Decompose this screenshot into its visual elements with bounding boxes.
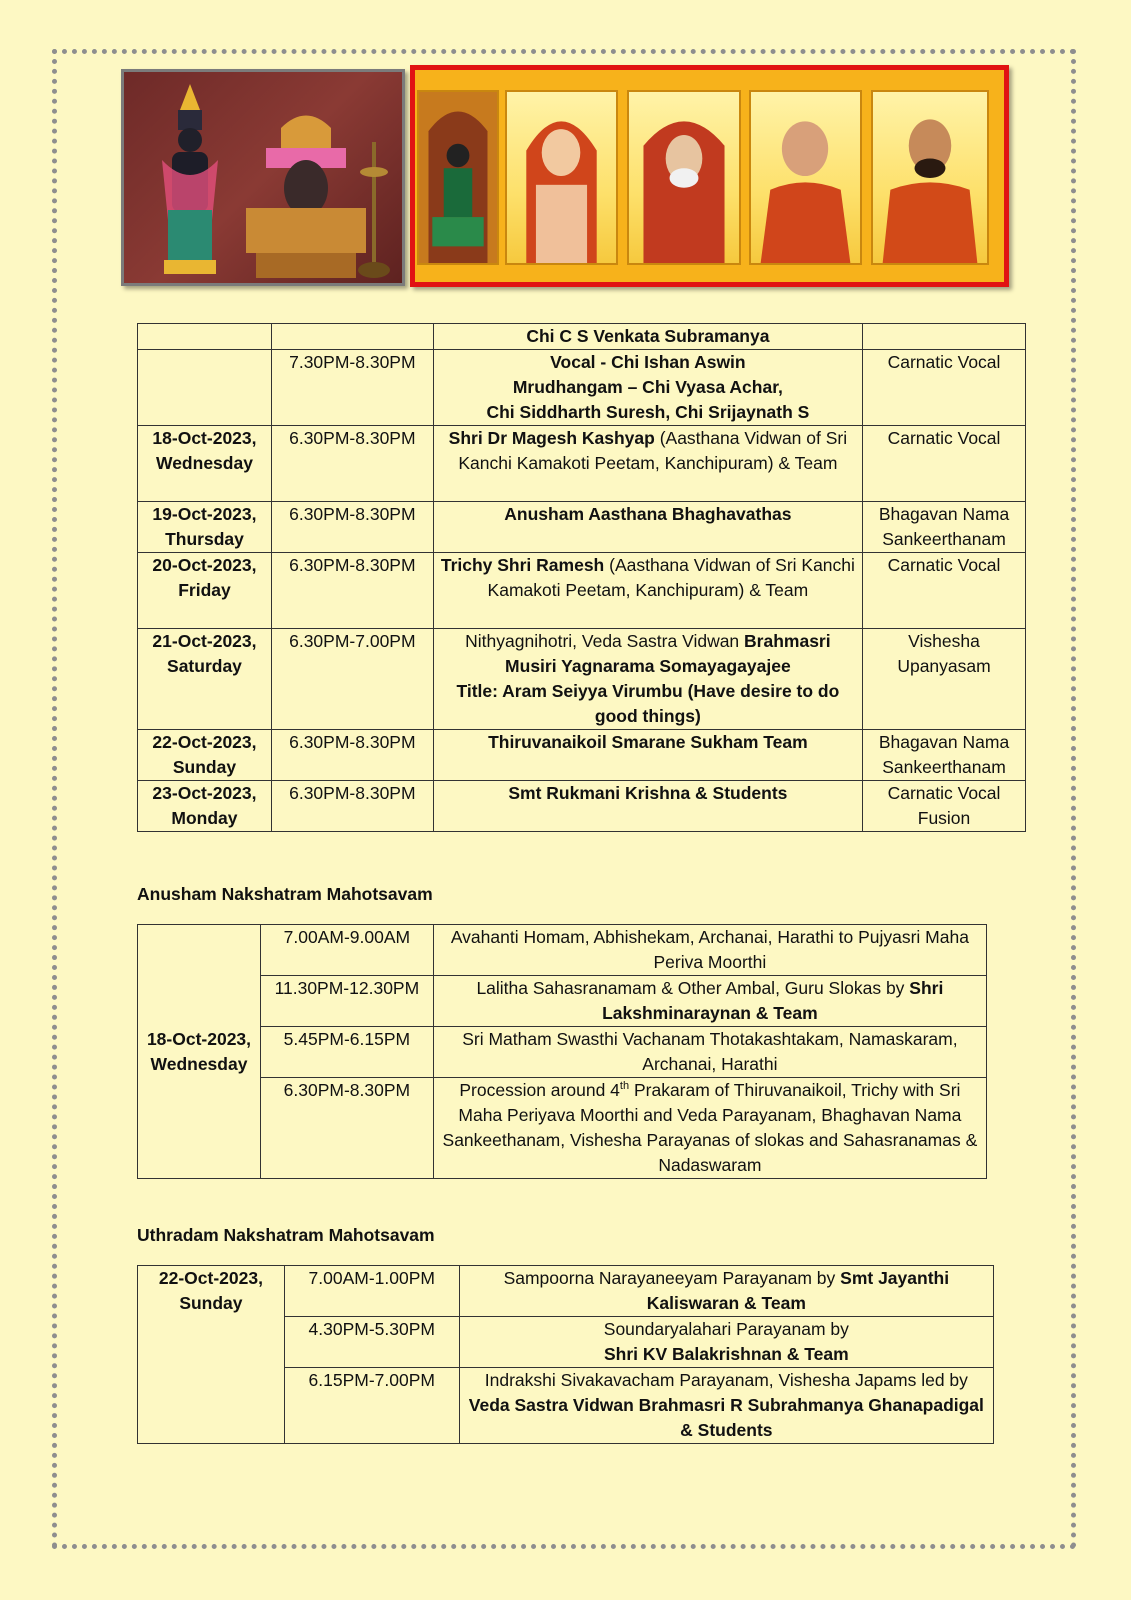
- table-row: [138, 1027, 987, 1078]
- date-text: 23-Oct-2023,: [152, 783, 257, 803]
- banner-deity-photo: [121, 69, 405, 286]
- cell-text-part: Smt Jayanthi Kaliswaran & Team: [646, 1268, 950, 1313]
- time-cell: 6.15PM-7.00PM: [284, 1368, 459, 1444]
- table-row: [138, 730, 1026, 781]
- time-cell: 6.30PM-7.00PM: [271, 629, 433, 730]
- cell-text-part: Shri Lakshminaraynan & Team: [602, 978, 944, 1023]
- date-cell: 22-Oct-2023, Sunday: [138, 1266, 285, 1444]
- cell-text-part: Vocal - Chi Ishan Aswin: [550, 352, 746, 372]
- time-cell: 6.30PM-8.30PM: [271, 553, 433, 629]
- music-schedule-table: [137, 323, 1026, 832]
- date-cell: 18-Oct-2023, Wednesday: [138, 925, 261, 1179]
- cell-text-part: Anusham Aasthana Bhaghavathas: [504, 504, 792, 524]
- table-row: [138, 925, 987, 976]
- performer-cell: [433, 781, 862, 832]
- event-cell: [459, 1368, 993, 1444]
- cell-text-part: Sri Matham Swasthi Vachanam Thotakashtakam, Namaskaram, Archanai, Harathi: [462, 1029, 958, 1074]
- deity-idol-icon: [150, 80, 230, 280]
- day-text: Thursday: [165, 529, 244, 549]
- day-text: Saturday: [167, 656, 242, 676]
- day-text: Sunday: [172, 757, 237, 777]
- category-cell: Carnatic Vocal: [863, 350, 1026, 426]
- table-row: [138, 1078, 987, 1179]
- time-cell: 4.30PM-5.30PM: [284, 1317, 459, 1368]
- event-cell: [433, 1078, 986, 1179]
- performer-cell: [433, 730, 862, 781]
- anusham-section-title: Anusham Nakshatram Mahotsavam: [137, 884, 433, 904]
- date-cell: [138, 629, 272, 730]
- table-row: [138, 629, 1026, 730]
- performer-cell: [433, 426, 862, 502]
- date-cell: [138, 324, 272, 350]
- uthradam-section-title: Uthradam Nakshatram Mahotsavam: [137, 1225, 435, 1245]
- cell-text-part: Smt Rukmani Krishna & Students: [508, 783, 788, 803]
- cell-text-part: Trichy Shri Ramesh: [440, 555, 605, 575]
- date-cell: [138, 730, 272, 781]
- banner-acharya-portraits: [410, 65, 1009, 287]
- cell-text-part: Nithyagnihotri, Veda Sastra Vidwan: [465, 631, 745, 651]
- table-row: [138, 350, 1026, 426]
- event-cell: [433, 976, 986, 1027]
- cell-text-part: Shri Dr Magesh Kashyap: [448, 428, 655, 448]
- performer-cell: [433, 324, 862, 350]
- performer-cell: [433, 502, 862, 553]
- cell-text-part: Sampoorna Narayaneeyam Parayanam by: [503, 1268, 841, 1288]
- table-row: [138, 502, 1026, 553]
- table-row: [138, 553, 1026, 629]
- date-cell: [138, 426, 272, 502]
- date-text: 19-Oct-2023,: [152, 504, 257, 524]
- cell-text-part: (Aasthana Vidwan of Sri Kanchi Kamakoti Peetam, Kanchipuram) & Team: [458, 428, 848, 473]
- category-cell: Bhagavan Nama Sankeerthanam: [863, 730, 1026, 781]
- date-cell: [138, 781, 272, 832]
- time-cell: 11.30PM-12.30PM: [260, 976, 433, 1027]
- time-cell: 6.30PM-8.30PM: [260, 1078, 433, 1179]
- table-row: [138, 1266, 994, 1317]
- performer-cell: [433, 629, 862, 730]
- date-cell: [138, 502, 272, 553]
- cell-text-part: Chi Siddharth Suresh, Chi Srijaynath S: [486, 402, 810, 422]
- cell-text-part: Shri KV Balakrishnan & Team: [603, 1344, 849, 1364]
- time-cell: 6.30PM-8.30PM: [271, 730, 433, 781]
- date-text: 18-Oct-2023,: [152, 428, 257, 448]
- cell-text-part: Indrakshi Sivakavacham Parayanam, Vishesha Japams led by: [484, 1370, 968, 1390]
- time-cell: 6.30PM-8.30PM: [271, 781, 433, 832]
- cell-text-part: Procession around 4: [459, 1080, 620, 1100]
- date-text: 21-Oct-2023,: [152, 631, 257, 651]
- cell-text-part: Lalitha Sahasranamam & Other Ambal, Guru Slokas by: [476, 978, 910, 998]
- acharya-portrait-1: [505, 90, 618, 265]
- category-cell: [863, 324, 1026, 350]
- cell-text-part: th: [619, 1080, 630, 1093]
- event-cell: [459, 1266, 993, 1317]
- time-cell: 7.00AM-1.00PM: [284, 1266, 459, 1317]
- cell-text-part: Avahanti Homam, Abhishekam, Archanai, Harathi to Pujyasri Maha Periva Moorthi: [450, 927, 969, 972]
- cell-text-part: Brahmasri Musiri Yagnarama Somayagayajee: [505, 631, 831, 676]
- time-cell: [271, 324, 433, 350]
- category-cell: Carnatic Vocal Fusion: [863, 781, 1026, 832]
- cell-text-part: (Aasthana Vidwan of Sri Kanchi Kamakoti Peetam, Kanchipuram) & Team: [487, 555, 855, 600]
- date-text: 20-Oct-2023,: [152, 555, 257, 575]
- performer-cell: [433, 350, 862, 426]
- cell-text-part: Prakaram of Thiruvanaikoil, Trichy with Sri Maha Periyava Moorthi and Veda Parayanam, Bhaghavan Nama Sankeethanam, Vishesha Parayanas of slokas and Sahasranamas & Nadaswaram: [442, 1080, 978, 1175]
- date-cell: [138, 553, 272, 629]
- uthradam-schedule-table: [137, 1265, 994, 1444]
- kamakshi-deity-icon: [417, 90, 499, 265]
- category-cell: Vishesha Upanyasam: [863, 629, 1026, 730]
- event-cell: [433, 1027, 986, 1078]
- cell-text-part: Title: Aram Seiyya Virumbu (Have desire to do good things): [456, 681, 840, 726]
- category-cell: Bhagavan Nama Sankeerthanam: [863, 502, 1026, 553]
- category-cell: Carnatic Vocal: [863, 426, 1026, 502]
- cell-text-part: Chi C S Venkata Subramanya: [526, 326, 770, 346]
- cell-text-part: Mrudhangam – Chi Vyasa Achar,: [512, 377, 783, 397]
- table-row: [138, 781, 1026, 832]
- table-row: [138, 976, 987, 1027]
- time-cell: 6.30PM-8.30PM: [271, 502, 433, 553]
- day-text: Monday: [171, 808, 238, 828]
- acharya-portrait-3: [749, 90, 862, 265]
- table-row: [138, 426, 1026, 502]
- lamp-icon: [354, 132, 394, 286]
- date-cell: [138, 350, 272, 426]
- time-cell: 7.00AM-9.00AM: [260, 925, 433, 976]
- day-text: Wednesday: [156, 453, 253, 473]
- anusham-schedule-table: [137, 924, 987, 1179]
- acharya-portrait-2: [627, 90, 741, 265]
- day-text: Friday: [178, 580, 231, 600]
- category-cell: Carnatic Vocal: [863, 553, 1026, 629]
- performer-cell: [433, 553, 862, 629]
- time-cell: 6.30PM-8.30PM: [271, 426, 433, 502]
- time-cell: 5.45PM-6.15PM: [260, 1027, 433, 1078]
- table-row: [138, 324, 1026, 350]
- cell-text-part: Veda Sastra Vidwan Brahmasri R Subrahmanya Ghanapadigal & Students: [468, 1395, 984, 1440]
- event-cell: [433, 925, 986, 976]
- event-cell: [459, 1317, 993, 1368]
- cell-text-part: Soundaryalahari Parayanam by: [603, 1319, 849, 1339]
- acharya-portrait-4: [871, 90, 989, 265]
- date-text: 22-Oct-2023,: [152, 732, 257, 752]
- time-cell: 7.30PM-8.30PM: [271, 350, 433, 426]
- cell-text-part: Thiruvanaikoil Smarane Sukham Team: [488, 732, 808, 752]
